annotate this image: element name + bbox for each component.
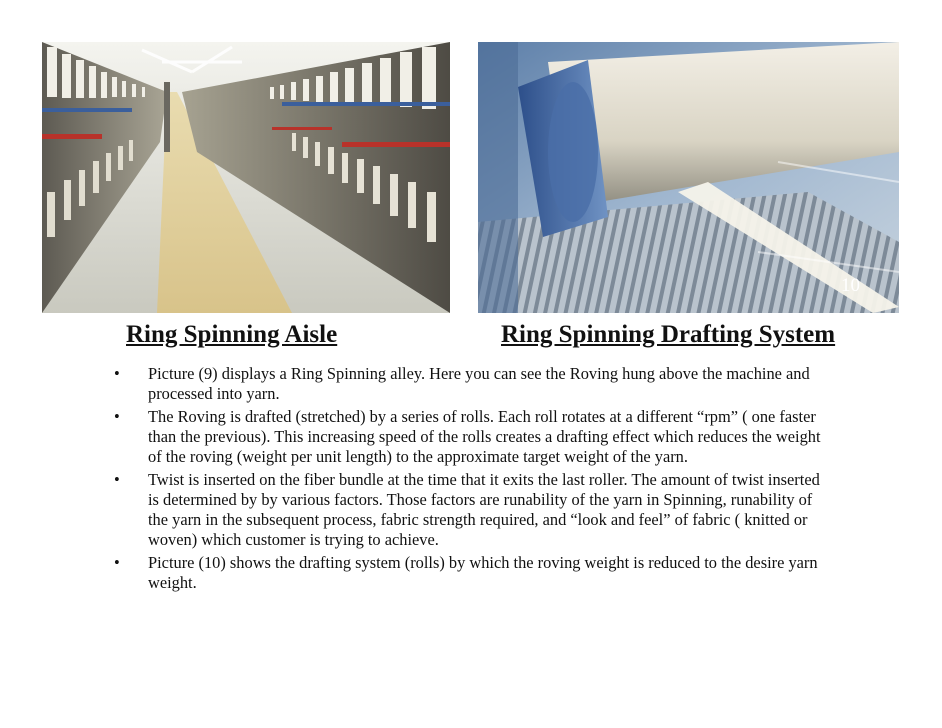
figure-number-10: 10: [841, 275, 860, 296]
bullet-item: • Twist is inserted on the fiber bundle at the time that it exits the last roller. The amount of twist inserted is determined by by various factors. Those factors are runability of the yarn in Spinning, runability of the yarn in the subsequent process, fabric strength required, and “look and feel” of fabric ( knitted or woven) which customer is trying to achieve.: [106, 470, 826, 550]
caption-ring-spinning-drafting-system: Ring Spinning Drafting System: [501, 321, 836, 348]
caption-ring-spinning-aisle: Ring Spinning Aisle: [126, 321, 338, 348]
figure-number-9: 9: [448, 310, 458, 331]
bullet-item: • Picture (9) displays a Ring Spinning alley. Here you can see the Roving hung above the machine and processed into yarn.: [106, 364, 826, 404]
bullet-item: • Picture (10) shows the drafting system (rolls) by which the roving weight is reduced to the desire yarn weight.: [106, 553, 826, 593]
drafting-system-photo: [478, 42, 899, 313]
ring-spinning-aisle-photo: [42, 42, 458, 331]
bullet-list: [106, 364, 826, 596]
bullet-item: • The Roving is drafted (stretched) by a series of rolls. Each roll rotates at a different “rpm” ( one faster than the previous). This increasing speed of the rolls creates a drafting effect which reduces the weight of the roving (weight per unit length) to the approximate target weight of the yarn.: [106, 407, 826, 467]
